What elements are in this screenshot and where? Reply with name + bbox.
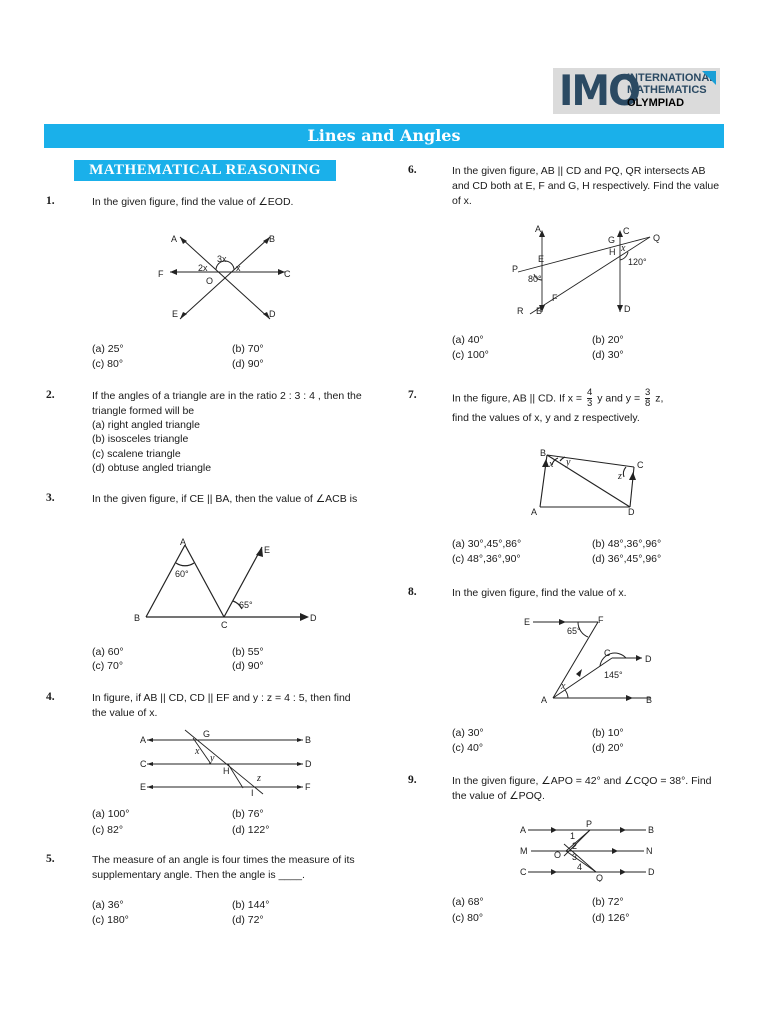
fig3-label-e: E	[264, 545, 271, 555]
question-5-text: The measure of an angle is four times the measure of its supplementary angle. Then the angle is ____.	[92, 854, 355, 881]
fig8-label-c: C	[604, 648, 611, 658]
q2-option-c[interactable]: (c) scalene triangle	[92, 448, 181, 460]
fig1-label-o: O	[206, 276, 214, 286]
fig9-label-2: 2	[572, 841, 578, 851]
fig6-label-q: Q	[653, 233, 661, 243]
fig6-label-b: B	[536, 306, 543, 316]
q2-option-a[interactable]: (a) right angled triangle	[92, 419, 200, 431]
fig9-label-m: M	[520, 846, 528, 856]
fig9-label-n: N	[646, 846, 653, 856]
q1-option-c[interactable]: (c) 80°	[92, 358, 124, 370]
q7-text-c: z,	[655, 392, 664, 405]
q7-option-b[interactable]: (b) 48°,36°,96°	[592, 538, 662, 550]
q7-text-d: find the values of x, y and z respectively.	[452, 412, 640, 424]
fig7-label-d: D	[628, 507, 635, 517]
fig4-label-x: x	[195, 746, 200, 757]
fig3-label-a: A	[180, 537, 187, 547]
q3-option-c[interactable]: (c) 70°	[92, 660, 124, 672]
logo-corner-triangle	[702, 71, 716, 85]
fig6-label-e: E	[538, 254, 545, 264]
q4-option-d[interactable]: (d) 122°	[232, 824, 270, 836]
q7-text-b: y and y =	[597, 392, 641, 405]
fig1-label-2x: 2x	[198, 263, 208, 273]
fig9-label-q: Q	[596, 873, 604, 882]
q5-option-a[interactable]: (a) 36°	[92, 899, 124, 911]
fig7-label-b: B	[540, 448, 547, 458]
fig7-label-z: z	[618, 471, 622, 482]
fig9-label-b: B	[648, 825, 655, 835]
q9-option-d[interactable]: (d) 126°	[592, 912, 630, 924]
question-4-text: In figure, if AB || CD, CD || EF and y : z = 4 : 5, then find the value of x.	[92, 692, 351, 719]
fig8-label-f: F	[598, 615, 604, 625]
question-9-number: 9.	[408, 774, 417, 786]
figure-7	[522, 445, 657, 520]
fig8-label-x: x	[561, 681, 566, 692]
q6-option-b[interactable]: (b) 20°	[592, 334, 624, 346]
q9-option-c[interactable]: (c) 80°	[452, 912, 484, 924]
figure-9	[516, 816, 661, 882]
q7-frac2-den: 8	[645, 398, 651, 409]
q3-option-a[interactable]: (a) 60°	[92, 646, 124, 658]
fig3-label-c: C	[221, 620, 228, 630]
question-5-number: 5.	[46, 853, 55, 865]
question-3-number: 3.	[46, 492, 55, 504]
fig6-label-a: A	[535, 224, 542, 234]
q7-frac2-num: 3	[645, 387, 651, 398]
fig4-label-z: z	[257, 773, 261, 784]
fig7-label-a: A	[531, 507, 538, 517]
figure-3	[128, 535, 323, 630]
fig1-label-e: E	[172, 309, 179, 319]
q9-option-a[interactable]: (a) 68°	[452, 896, 484, 908]
q7-frac1-num: 4	[586, 387, 593, 398]
fig8-label-a: A	[541, 695, 548, 705]
fig7-label-c: C	[637, 460, 644, 470]
fig3-label-60: 60°	[175, 569, 189, 579]
q6-option-c[interactable]: (c) 100°	[452, 349, 489, 361]
fig3-label-d: D	[310, 613, 317, 623]
fig6-label-r: R	[517, 306, 524, 316]
fig4-label-d: D	[305, 759, 312, 769]
figure-6	[508, 222, 668, 320]
q8-option-b[interactable]: (b) 10°	[592, 727, 624, 739]
q2-option-b[interactable]: (b) isosceles triangle	[92, 433, 189, 445]
question-1-text: In the given figure, find the value of ∠EOD.	[92, 196, 294, 208]
q8-option-a[interactable]: (a) 30°	[452, 727, 484, 739]
fig1-label-a: A	[171, 234, 178, 244]
fig4-label-c: C	[140, 759, 147, 769]
question-6-text: In the given figure, AB || CD and PQ, QR intersects AB and CD both at E, F and G, H respectively. Find the value of x.	[452, 165, 720, 207]
fig6-label-x: x	[621, 243, 626, 254]
fig9-label-4: 4	[577, 862, 583, 872]
imo-logo	[553, 68, 720, 114]
fig6-label-f: F	[552, 293, 558, 303]
fig8-label-65: 65°	[567, 626, 581, 636]
fig8-label-145: 145°	[604, 670, 623, 680]
question-7-number: 7.	[408, 389, 417, 401]
fig8-label-d: D	[645, 654, 652, 664]
q1-option-b[interactable]: (b) 70°	[232, 343, 264, 355]
fig9-label-d: D	[648, 867, 655, 877]
q5-option-d[interactable]: (d) 72°	[232, 914, 264, 926]
q5-option-b[interactable]: (b) 144°	[232, 899, 270, 911]
q4-option-b[interactable]: (b) 76°	[232, 808, 264, 820]
fig1-label-x: x	[236, 263, 241, 273]
fig9-label-1: 1	[570, 831, 576, 841]
fig1-label-c: C	[284, 269, 291, 279]
fig4-label-f: F	[305, 782, 311, 792]
logo-line-1: INTERNATIONAL	[627, 72, 717, 84]
question-3-text: In the given figure, if CE || BA, then the value of ∠ACB is	[92, 493, 358, 505]
fig8-label-b: B	[646, 695, 653, 705]
figure-8	[518, 612, 663, 710]
logo-mark: IMO	[559, 66, 640, 115]
logo-line-2: MATHEMATICS	[627, 84, 707, 96]
q4-option-a[interactable]: (a) 100°	[92, 808, 130, 820]
fig4-label-y: y	[210, 753, 215, 764]
fig3-label-65: 65°	[239, 600, 253, 610]
question-8-text: In the given figure, find the value of x.	[452, 587, 627, 599]
fig1-label-f: F	[158, 269, 164, 279]
fig9-label-p: P	[586, 819, 593, 829]
fig4-label-h: H	[223, 766, 230, 776]
fig9-label-a: A	[520, 825, 527, 835]
q7-frac1-den: 3	[586, 398, 593, 409]
question-2-text: If the angles of a triangle are in the ratio 2 : 3 : 4 , then the triangle formed will be	[92, 390, 362, 417]
fig6-label-g: G	[608, 235, 616, 245]
question-7-text	[452, 388, 724, 410]
q8-option-c[interactable]: (c) 40°	[452, 742, 484, 754]
fig6-label-c: C	[623, 226, 630, 236]
fig6-label-p: P	[512, 264, 519, 274]
q7-text-a: In the figure, AB || CD. If x =	[452, 392, 583, 405]
fig6-label-80: 80°	[528, 274, 542, 284]
q6-option-d[interactable]: (d) 30°	[592, 349, 624, 361]
question-4-number: 4.	[46, 691, 55, 703]
fig9-label-o: O	[554, 850, 562, 860]
q3-option-b[interactable]: (b) 55°	[232, 646, 264, 658]
question-2-number: 2.	[46, 389, 55, 401]
fig7-label-x: x	[549, 459, 554, 470]
question-6-number: 6.	[408, 164, 417, 176]
q1-option-a[interactable]: (a) 25°	[92, 343, 124, 355]
fig4-label-g: G	[203, 729, 211, 739]
q3-option-d[interactable]: (d) 90°	[232, 660, 264, 672]
fig7-label-y: y	[566, 457, 571, 468]
figure-4	[135, 728, 320, 796]
q7-option-d[interactable]: (d) 36°,45°,96°	[592, 553, 662, 565]
fig4-label-b: B	[305, 735, 312, 745]
fig8-label-e: E	[524, 617, 531, 627]
q6-option-a[interactable]: (a) 40°	[452, 334, 484, 346]
section-title: MATHEMATICAL REASONING	[74, 160, 336, 181]
q2-option-d[interactable]: (d) obtuse angled triangle	[92, 462, 212, 474]
fig1-label-b: B	[269, 234, 276, 244]
fig3-label-b: B	[134, 613, 141, 623]
fig6-label-h: H	[609, 247, 616, 257]
fig4-label-i: I	[251, 788, 254, 796]
fig9-label-3: 3	[572, 852, 578, 862]
fig1-label-d: D	[269, 309, 276, 319]
fig6-label-120: 120°	[628, 257, 647, 267]
q5-option-c[interactable]: (c) 180°	[92, 914, 129, 926]
q7-option-c[interactable]: (c) 48°,36°,90°	[452, 553, 521, 565]
fig6-label-d: D	[624, 304, 631, 314]
q4-option-c[interactable]: (c) 82°	[92, 824, 124, 836]
q7-option-a[interactable]: (a) 30°,45°,86°	[452, 538, 522, 550]
q8-option-d[interactable]: (d) 20°	[592, 742, 624, 754]
fig4-label-a: A	[140, 735, 147, 745]
fig4-label-e: E	[140, 782, 147, 792]
fig9-label-c: C	[520, 867, 527, 877]
fig1-label-3x: 3x	[217, 254, 227, 264]
question-8-number: 8.	[408, 586, 417, 598]
question-1-number: 1.	[46, 195, 55, 207]
logo-line-3: OLYMPIAD	[627, 97, 685, 109]
question-9-text: In the given figure, ∠APO = 42° and ∠CQO = 38°. Find the value of ∠POQ.	[452, 775, 712, 802]
figure-1	[150, 222, 300, 322]
page-title: Lines and Angles	[44, 124, 724, 148]
q1-option-d[interactable]: (d) 90°	[232, 358, 264, 370]
q9-option-b[interactable]: (b) 72°	[592, 896, 624, 908]
